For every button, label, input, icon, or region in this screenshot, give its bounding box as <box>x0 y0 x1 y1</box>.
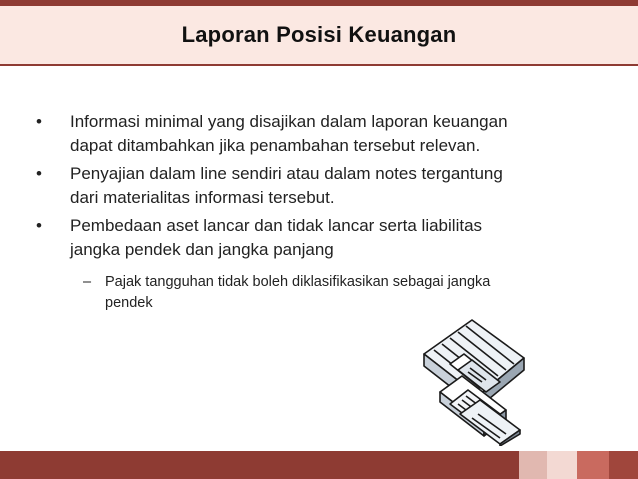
footer-decor-block <box>519 451 547 479</box>
bullet-item <box>36 162 596 210</box>
bullet-line: dapat ditambahkan jika penambahan tersebut relevan. <box>70 136 481 155</box>
bullet-line: jangka pendek dan jangka panjang <box>70 240 334 259</box>
bullet-marker: • <box>36 112 42 131</box>
slide-content <box>36 110 596 314</box>
footer-decor-block <box>577 451 609 479</box>
footer-decor-block <box>547 451 577 479</box>
sub-bullet-item <box>83 272 585 314</box>
bullet-line: Informasi minimal yang disajikan dalam laporan keuangan <box>70 112 508 131</box>
bullet-item <box>36 214 596 262</box>
footer-decor-block <box>609 451 638 479</box>
bullet-line: Pembedaan aset lancar dan tidak lancar serta liabilitas <box>70 216 483 235</box>
sub-bullet-line: Pajak tangguhan tidak boleh diklasifikasikan sebagai jangka <box>105 274 491 290</box>
title-bar <box>0 6 638 66</box>
bullet-marker: • <box>36 164 42 183</box>
page-title: Laporan Posisi Keuangan <box>181 22 457 47</box>
bullet-item <box>36 110 596 158</box>
bullet-line: dari materialitas informasi tersebut. <box>70 188 335 207</box>
sub-bullet-marker: – <box>83 274 92 290</box>
file-folders-icon <box>420 318 532 446</box>
bullet-line: Penyajian dalam line sendiri atau dalam notes tergantung <box>70 164 503 183</box>
bullet-marker: • <box>36 216 42 235</box>
sub-bullet-line: pendek <box>105 295 153 311</box>
